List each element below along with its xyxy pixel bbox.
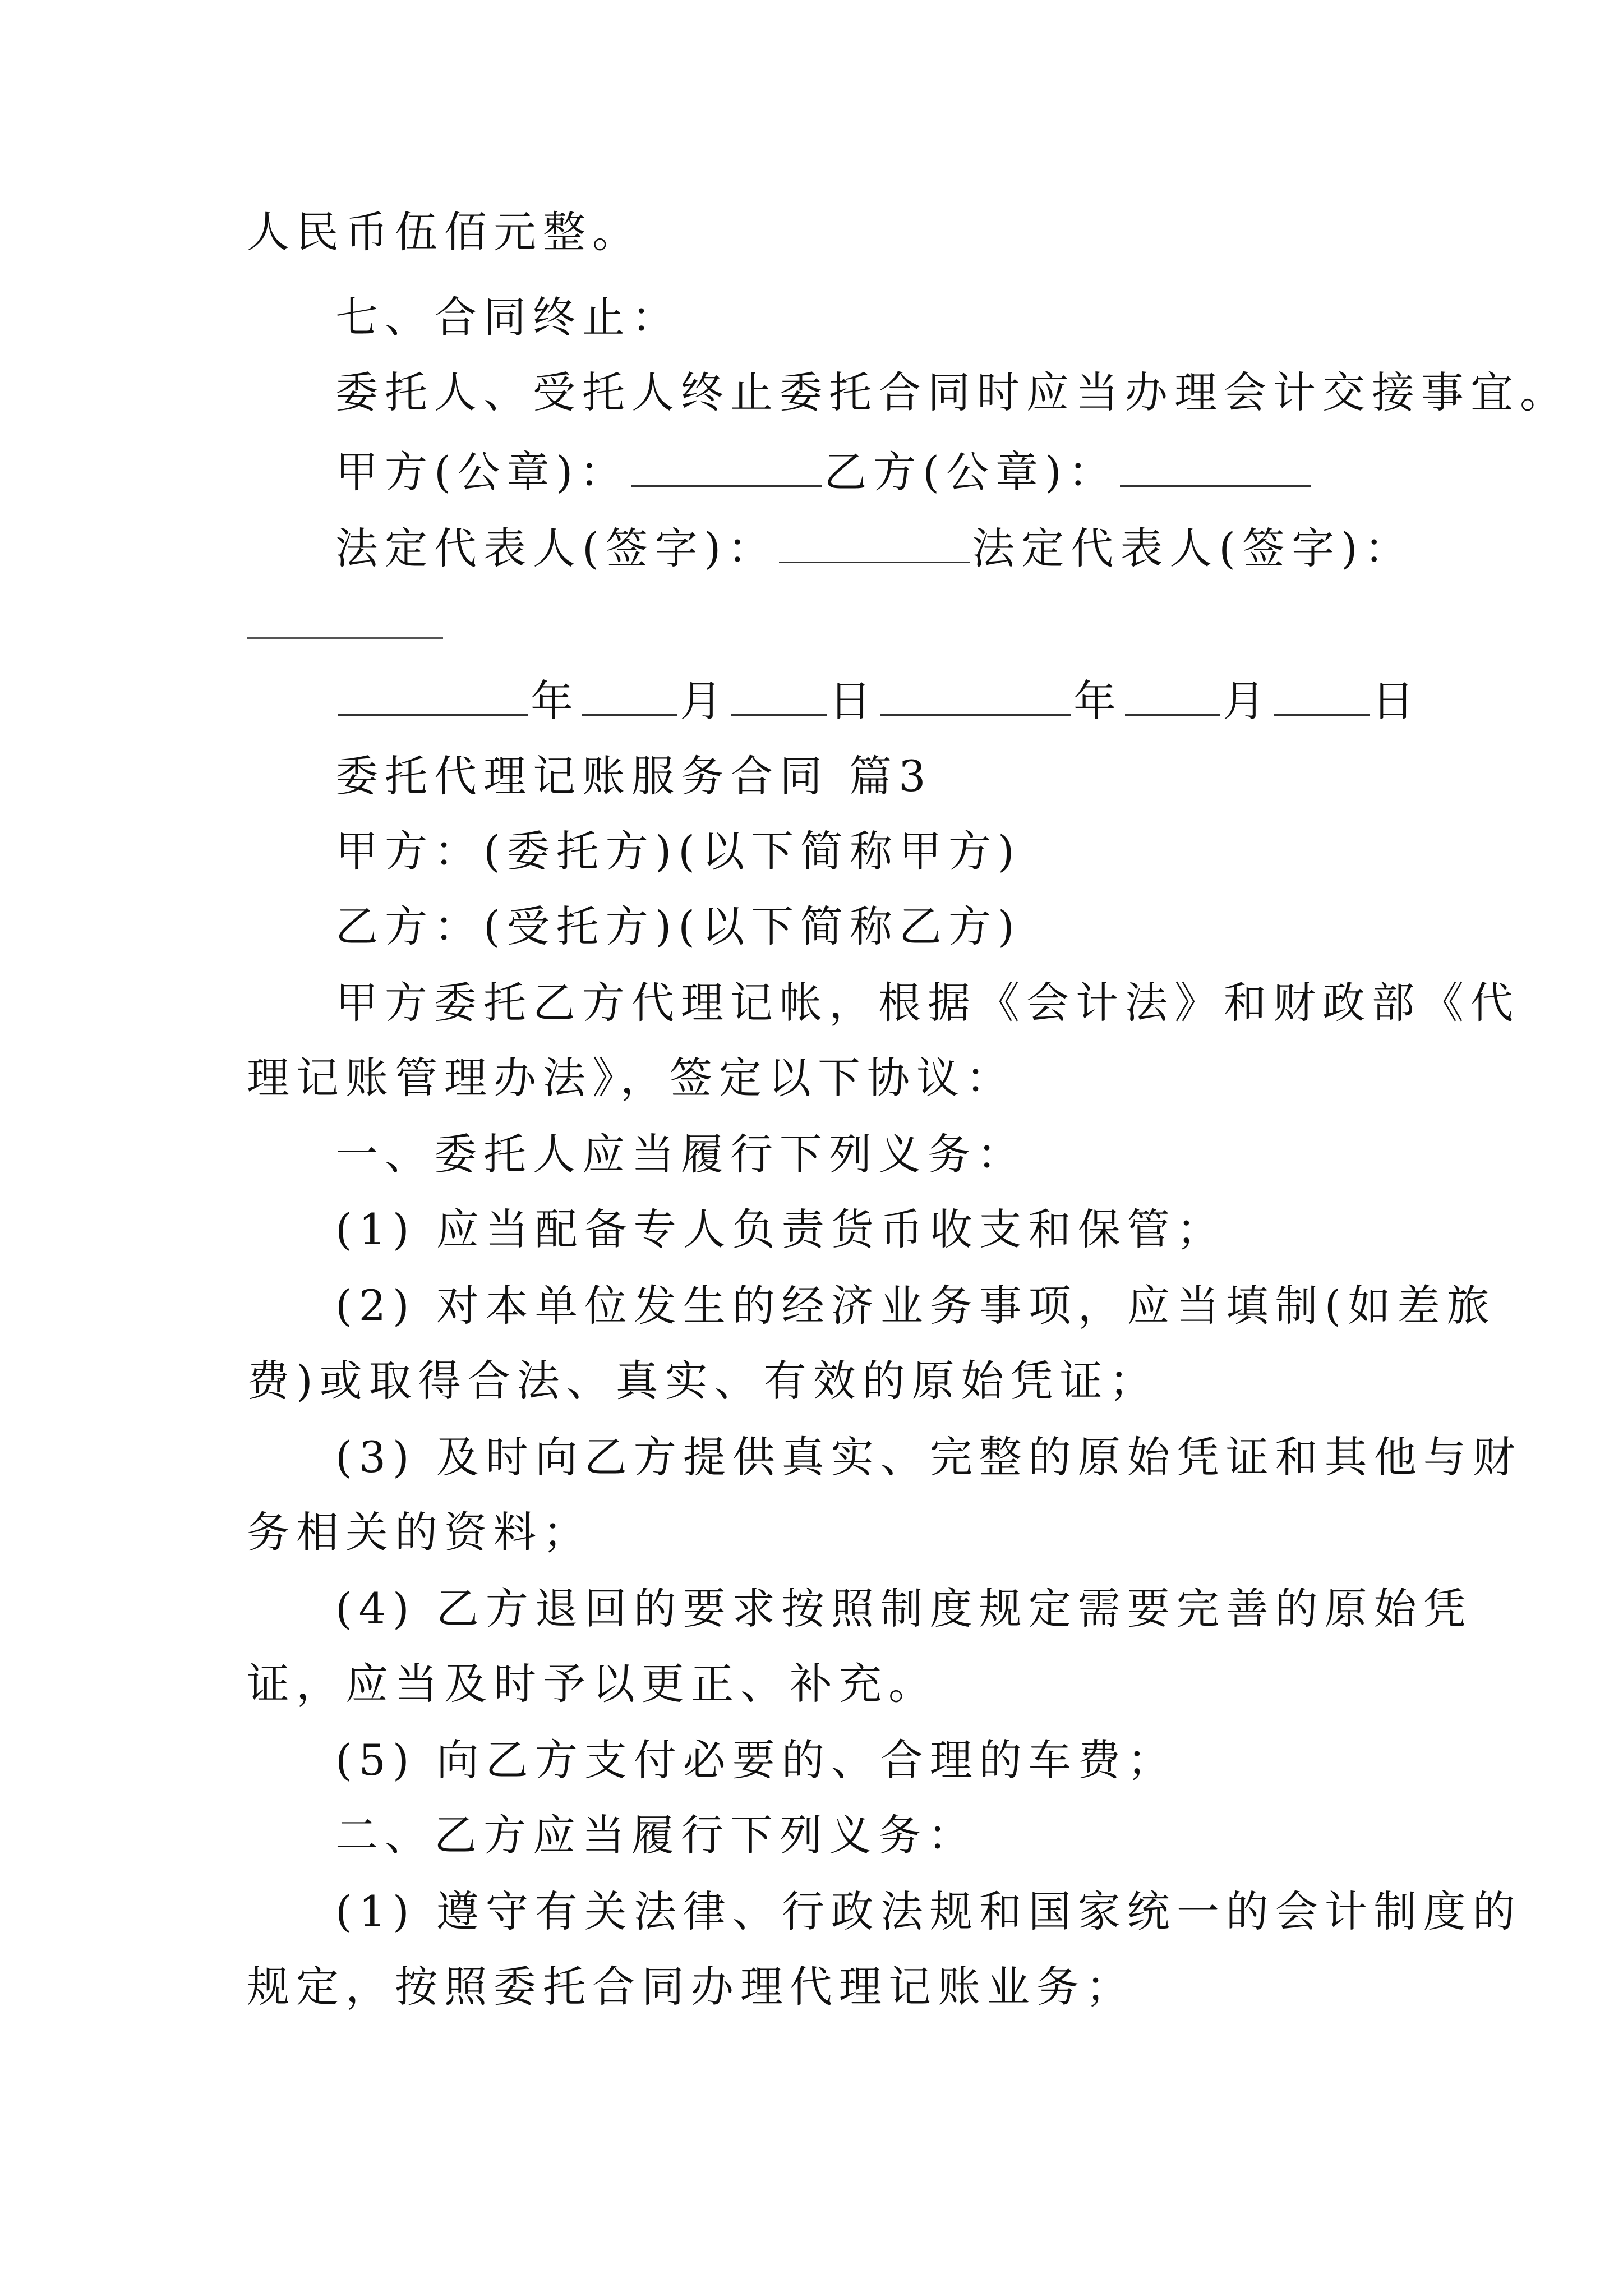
month-label: 月 [1223,676,1272,726]
legal-rep-a-label: 法定代表人(签字)： [335,523,777,573]
legal-rep-line [335,523,1414,573]
party-b-line: 乙方：(受托方)(以下简称乙方) [335,901,1021,951]
year-label: 年 [531,676,580,726]
month-label: 月 [680,676,729,726]
date-a-month-blank [582,714,677,716]
section-heading: 二、乙方应当履行下列义务： [335,1810,977,1860]
list-item: (5) 向乙方支付必要的、合理的车费； [335,1735,1177,1785]
section-title: 委托代理记账服务合同 篇3 [335,751,933,801]
list-item: (1) 遵守有关法律、行政法规和国家统一的会计制度的 [335,1887,1522,1936]
seal-line [335,447,1313,497]
year-label: 年 [1073,676,1123,726]
list-item-continuation: 规定，按照委托合同办理代理记账业务； [247,1962,1135,2012]
list-item: (1) 应当配备专人负责货币收支和保管； [335,1204,1226,1254]
list-item: (4) 乙方退回的要求按照制度规定需要完善的原始凭 [335,1584,1473,1634]
paragraph-line: 委托人、受托人终止委托合同时应当办理会计交接事宜。 [335,367,1569,417]
paragraph-line: 理记账管理办法》，签定以下协议： [247,1053,1015,1103]
party-a-seal-label: 甲方(公章)： [335,447,629,497]
date-line [335,676,1421,726]
day-label: 日 [829,676,878,726]
date-b-year-blank [880,714,1071,716]
legal-rep-b-blank [247,637,443,639]
paragraph-line: 人民币伍佰元整。 [247,207,642,257]
date-b-month-blank [1125,714,1220,716]
list-item-continuation: 费)或取得合法、真实、有效的原始凭证； [247,1356,1159,1406]
section-heading: 一、委托人应当履行下列义务： [335,1129,1026,1179]
list-item: (2) 对本单位发生的经济业务事项，应当填制(如差旅 [335,1281,1496,1331]
date-b-day-blank [1274,714,1370,716]
list-item-continuation: 证，应当及时予以更正、补充。 [247,1659,938,1709]
list-item: (3) 及时向乙方提供真实、完整的原始凭证和其他与财 [335,1432,1522,1482]
date-a-day-blank [731,714,827,716]
section-heading: 七、合同终止： [335,292,681,342]
party-b-seal-blank [1120,485,1311,487]
paragraph-line: 甲方委托乙方代理记帐，根据《会计法》和财政部《代 [335,978,1520,1028]
legal-rep-b-label: 法定代表人(签字)： [972,523,1414,573]
party-a-line: 甲方：(委托方)(以下简称甲方) [335,826,1021,876]
day-label: 日 [1372,676,1421,726]
legal-rep-a-blank [779,562,970,563]
list-item-continuation: 务相关的资料； [247,1507,592,1557]
date-a-year-blank [338,714,528,716]
party-b-seal-label: 乙方(公章)： [824,447,1118,497]
party-a-seal-blank [631,485,822,487]
